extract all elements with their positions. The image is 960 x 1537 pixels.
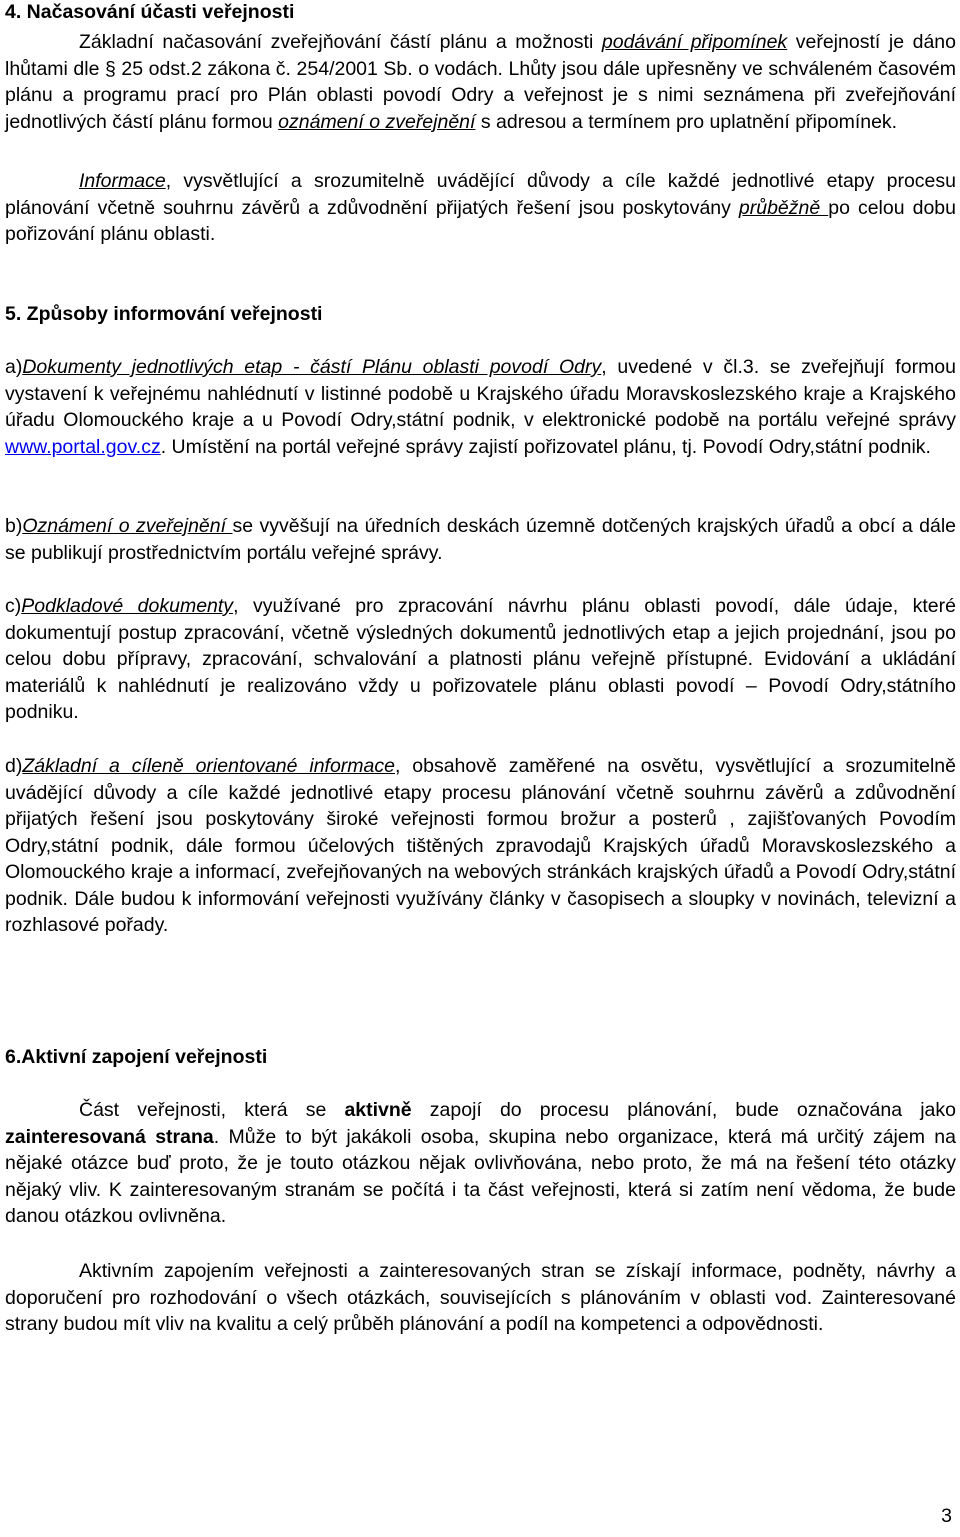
emphasis-text: průběžně	[738, 196, 829, 219]
item-title: Dokumenty jednotlivých etap - částí Plánu oblasti povodí Odry	[22, 356, 602, 378]
bold-text: zainteresovaná strana	[5, 1125, 214, 1148]
emphasis-text: podávání připomínek	[601, 31, 788, 53]
text: Část veřejnosti, která se	[79, 1099, 345, 1121]
bold-text: aktivně	[344, 1099, 412, 1121]
item-title: Oznámení o zveřejnění	[22, 515, 233, 537]
text: . Umístění na portál veřejné správy zajistí pořizovatel plánu, tj. Povodí Odry,státní podnik.	[160, 435, 931, 458]
section-6-paragraph-2	[5, 1258, 956, 1338]
emphasis-text: Informace	[79, 170, 166, 192]
emphasis-text: oznámení o zveřejnění	[278, 110, 476, 133]
section-6-heading: 6.Aktivní zapojení veřejnosti	[5, 1046, 268, 1068]
text: , využívané pro zpracování návrhu plánu oblasti povodí, dále údaje, které dokumentují postup zpracování, včetně výsledných dokumentů jednotlivých etap a jejich projednání, jsou po celou dobu přípravy, zpracování, schvalování a platnosti plánu veřejně přístupné. Evidování a ukládání materiálů k nahlédnutí je realizováno vždy u pořizovatele plánu oblasti povodí – Povodí Odry,státního podniku.	[5, 595, 956, 723]
item-prefix: d)	[5, 755, 23, 777]
section-4-paragraph-1	[5, 29, 956, 135]
section-4-paragraph-2	[5, 168, 956, 248]
text: , obsahově zaměřené na osvětu, vysvětlující a srozumitelně uvádějící důvody a cíle každé jednotlivé etapy procesu plánování včetně souhrnu závěrů a zdůvodnění přijatých řešení jsou poskytovány široké veřejnosti formou brožur a posterů , zajišťovaných Povodím Odry,státní podnik, dále formou účelových tištěných zpravodajů Krajských úřadů Moravskoslezského a Olomouckého kraje a informací, zveřejňovaných na webových stránkách krajských úřadů a Povodí Odry,státní podnik. Dále budou k informování veřejnosti využívány články v časopisech a sloupky v novinách, televizní a rozhlasové pořady.	[5, 755, 956, 936]
text: s adresou a termínem pro uplatnění připomínek.	[475, 110, 898, 133]
page-number: 3	[941, 1505, 952, 1527]
item-title: Základní a cíleně orientované informace	[22, 755, 395, 777]
text: , uvedené v čl.3. se zveřejňují formou vystavení k veřejnému nahlédnutí v listinné podobě u Krajského úřadu Moravskoslezského kraje a Krajského úřadu Olomouckého kraje a u Povodí Odry,státní podnik, v elektronické podobě na portálu veřejné správy	[5, 356, 956, 431]
text: se vyvěšují na úředních deskách územně dotčených krajských úřadů a obcí a dále se publikují prostřednictvím portálu veřejné správy.	[5, 515, 956, 564]
item-prefix: c)	[5, 595, 22, 617]
portal-link[interactable]: www.portal.gov.cz	[5, 435, 161, 458]
section-5-item-a	[5, 354, 956, 460]
item-prefix: b)	[5, 515, 23, 537]
text: . Může to být jakákoli osoba, skupina nebo organizace, která má určitý zájem na nějaké otázce buď proto, že je touto otázkou nějak ovlivňována, nebo proto, že má na řešení této otázky nějaký vliv. K zainteresovaným stranám se počítá i ta část veřejnosti, která si zatím není vědoma, že bude danou otázkou ovlivněna.	[5, 1125, 956, 1227]
section-4-heading: 4. Načasování účasti veřejnosti	[5, 1, 295, 23]
text: veřejností je dáno lhůtami dle § 25 odst.2 zákona č. 254/2001 Sb. o vodách. Lhůty jsou dále upřesněny ve schváleném časovém plánu a programu prací pro Plán oblasti povodí Odry a veřejnost je s nimi seznámena při zveřejňování jednotlivých částí plánu formou	[5, 31, 956, 133]
text: , vysvětlující a srozumitelně uvádějící důvody a cíle každé jednotlivé etapy procesu plánování včetně souhrnu závěrů a zdůvodnění přijatých řešení jsou poskytovány	[5, 170, 956, 219]
text: Základní načasování zveřejňování částí plánu a možnosti	[79, 31, 602, 53]
section-5-heading: 5. Způsoby informování veřejnosti	[5, 303, 323, 325]
text: Aktivním zapojením veřejnosti a zainteresovaných stran se získají informace, podněty, návrhy a doporučení pro rozhodování o všech otázkách, souvisejících s plánováním v oblasti vod. Zainteresované strany budou mít vliv na kvalitu a celý průběh plánování a podíl na kompetenci a odpovědnosti.	[5, 1260, 956, 1335]
section-5-item-d	[5, 753, 956, 939]
text: zapojí do procesu plánování, bude označována jako	[411, 1099, 956, 1121]
text: po celou dobu pořizování plánu oblasti.	[5, 196, 956, 245]
item-prefix: a)	[5, 356, 23, 378]
section-5-item-c	[5, 593, 956, 726]
section-6-paragraph-1	[5, 1097, 956, 1230]
item-title: Podkladové dokumenty	[21, 595, 234, 617]
section-5-item-b	[5, 513, 956, 566]
